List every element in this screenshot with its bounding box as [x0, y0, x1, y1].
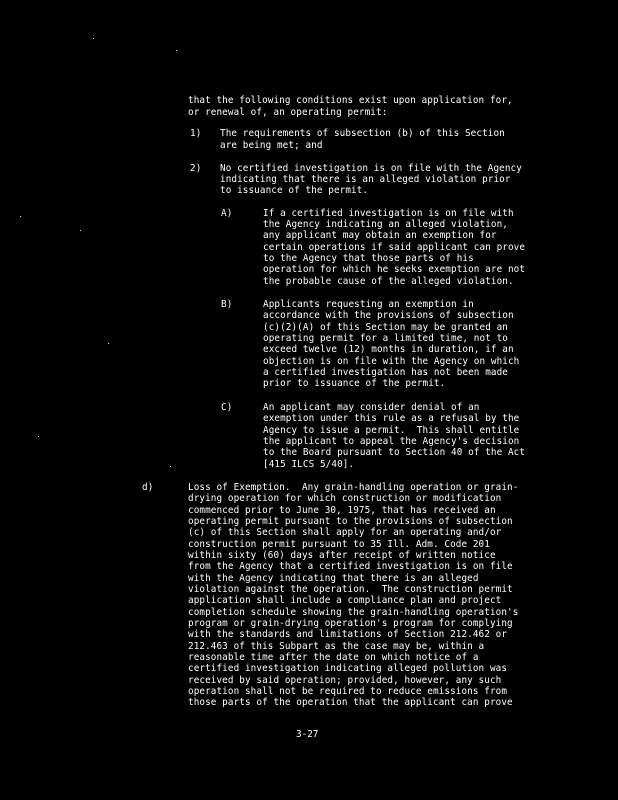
- text-line: certain operations if said applicant can prove: [263, 242, 526, 253]
- text-line: (c) of this Section shall apply for an operating and/or: [188, 527, 502, 538]
- text-line: from the Agency that a certified investigation is on file: [188, 561, 513, 572]
- text-line: to the Agency that those parts of his: [263, 253, 474, 264]
- list-marker: A): [221, 208, 233, 219]
- text-line: exemption under this rule as a refusal by the: [263, 413, 520, 424]
- text-line: operating permit for a limited time, not to: [263, 333, 508, 344]
- text-line: the applicant to appeal the Agency's decision: [263, 436, 520, 447]
- text-line: Loss of Exemption. Any grain-handling operation or grain-: [188, 482, 519, 493]
- section-marker: d): [142, 482, 154, 493]
- text-line: the probable cause of the alleged violation.: [263, 276, 514, 287]
- list-marker: 2): [190, 163, 202, 174]
- text-line: 212.463 of this Subpart as the case may be, within a: [188, 641, 485, 652]
- scan-speck: [108, 343, 109, 344]
- text-line: commenced prior to June 30, 1975, that has received an: [188, 505, 496, 516]
- text-line: exceed twelve (12) months in duration, if an: [263, 344, 514, 355]
- text-line: No certified investigation is on file with the Agency: [220, 163, 522, 174]
- text-line: The requirements of subsection (b) of this Section: [220, 128, 505, 139]
- text-line: violation against the operation. The construction permit: [188, 584, 513, 595]
- text-line: application shall include a compliance plan and project: [188, 595, 502, 606]
- text-line: construction permit pursuant to 35 Ill. Adm. Code 201: [188, 539, 490, 550]
- scan-speck: [20, 216, 21, 217]
- scan-speck: [38, 436, 39, 437]
- page-number: 3-27: [296, 729, 319, 740]
- text-line: operating permit pursuant to the provisions of subsection: [188, 516, 513, 527]
- text-line: drying operation for which construction or modification: [188, 493, 502, 504]
- text-line: are being met; and: [220, 140, 323, 151]
- text-line: a certified investigation has not been made: [263, 367, 508, 378]
- text-line: to the Board pursuant to Section 40 of the Act: [263, 447, 526, 458]
- text-line: If a certified investigation is on file with: [263, 208, 514, 219]
- text-line: to issuance of the permit.: [220, 185, 369, 196]
- text-line: any applicant may obtain an exemption for: [263, 230, 497, 241]
- scan-speck: [170, 466, 171, 467]
- text-line: Agency to issue a permit. This shall entitle: [263, 425, 520, 436]
- text-line: prior to issuance of the permit.: [263, 378, 446, 389]
- text-line: [415 ILCS 5/40].: [263, 459, 355, 470]
- text-line: with the standards and limitations of Section 212.462 or: [188, 629, 508, 640]
- text-line: reasonable time after the date on which notice of a: [188, 652, 479, 663]
- text-line: that the following conditions exist upon application for,: [188, 95, 513, 106]
- text-line: or renewal of, an operating permit:: [188, 107, 388, 118]
- text-line: received by said operation; provided, however, any such: [188, 675, 502, 686]
- text-line: objection is on file with the Agency on which: [263, 356, 520, 367]
- text-line: operation shall not be required to reduce emissions from: [188, 686, 508, 697]
- text-line: accordance with the provisions of subsection: [263, 310, 514, 321]
- text-line: Applicants requesting an exemption in: [263, 299, 474, 310]
- text-line: (c)(2)(A) of this Section may be granted an: [263, 322, 508, 333]
- text-line: within sixty (60) days after receipt of written notice: [188, 550, 496, 561]
- text-line: the Agency indicating an alleged violation,: [263, 219, 508, 230]
- text-line: An applicant may consider denial of an: [263, 402, 480, 413]
- list-marker: B): [221, 299, 233, 310]
- text-line: those parts of the operation that the applicant can prove: [188, 697, 513, 708]
- text-line: with the Agency indicating that there is an alleged: [188, 573, 479, 584]
- scan-speck: [80, 230, 81, 231]
- text-line: certified investigation indicating alleged pollution was: [188, 663, 508, 674]
- text-line: operation for which he seeks exemption are not: [263, 264, 526, 275]
- list-marker: C): [221, 402, 233, 413]
- text-line: program or grain-drying operation's program for complying: [188, 618, 513, 629]
- scan-speck: [93, 38, 94, 39]
- text-line: completion schedule showing the grain-handling operation's: [188, 607, 519, 618]
- scan-speck: [176, 50, 177, 51]
- list-marker: 1): [190, 128, 202, 139]
- text-line: indicating that there is an alleged violation prior: [220, 174, 511, 185]
